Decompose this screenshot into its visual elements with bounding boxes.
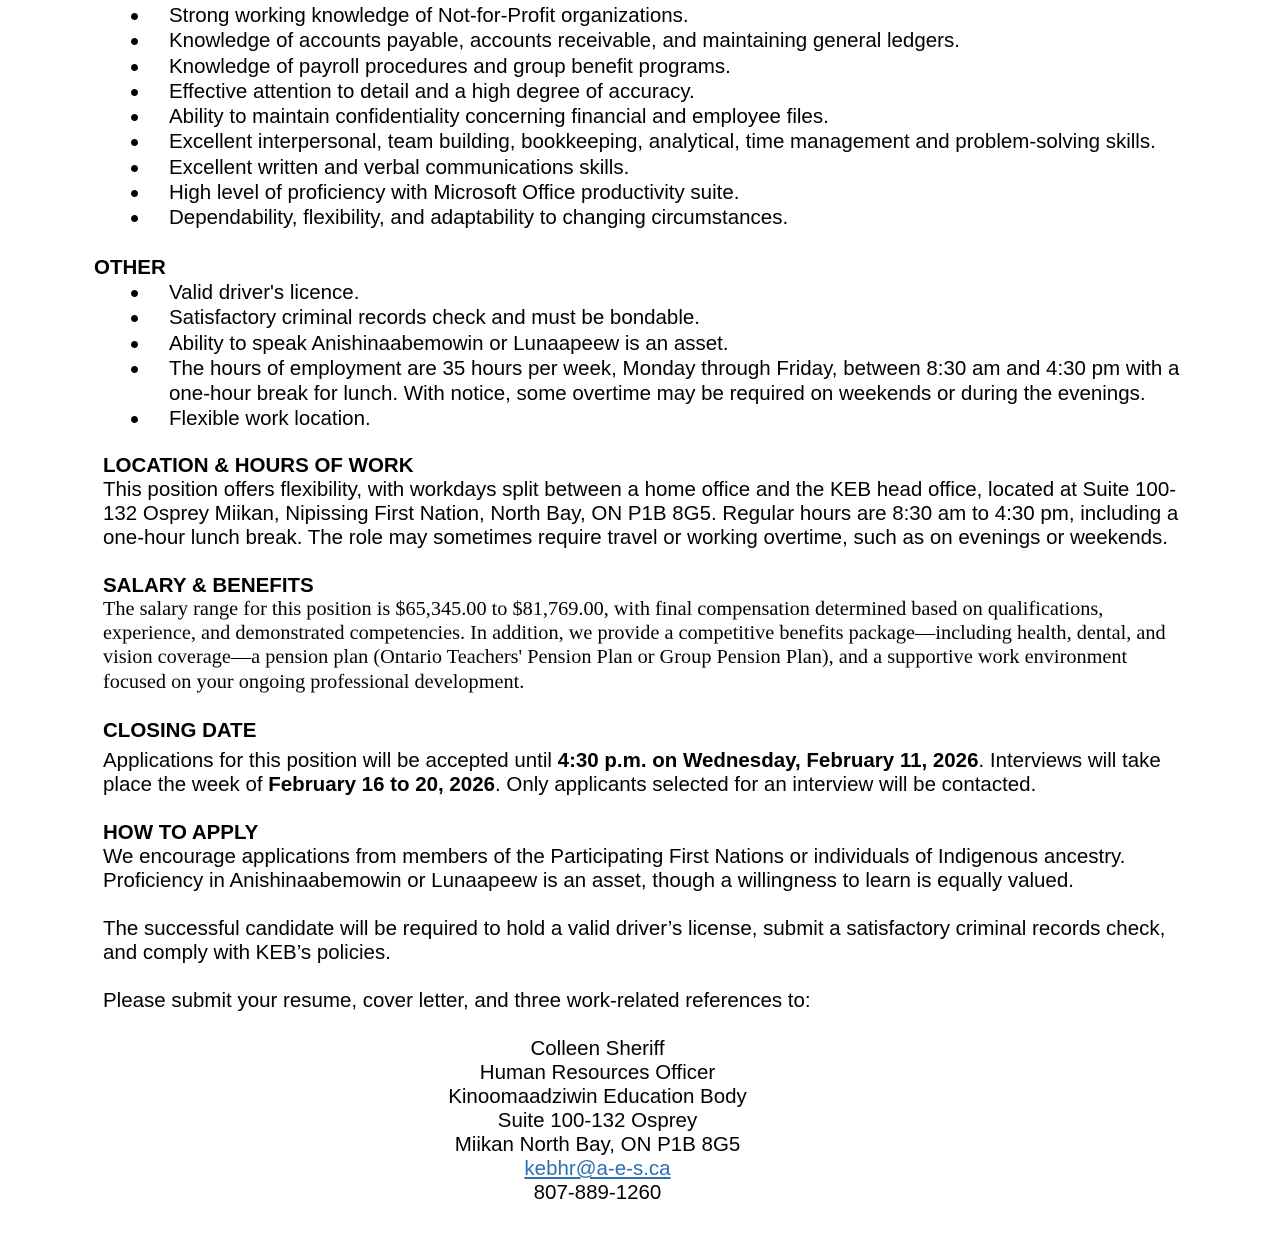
list-item: Ability to maintain confidentiality concerning financial and employee files. xyxy=(0,104,1156,129)
closing-heading: CLOSING DATE xyxy=(103,719,257,742)
contact-block xyxy=(0,1037,1195,1205)
bullet-icon xyxy=(131,89,138,96)
bullet-icon xyxy=(131,114,138,121)
bullet-icon xyxy=(131,13,138,20)
list-item: Excellent interpersonal, team building, bookkeeping, analytical, time management and problem-solving skills. xyxy=(0,129,1156,154)
contact-name: Colleen Sheriff xyxy=(530,1037,665,1060)
list-item: The hours of employment are 35 hours per week, Monday through Friday, between 8:30 am and 4:30 pm with a one-hour break for lunch. With notice, some overtime may be required on weekends or during the evenings. xyxy=(0,356,1179,407)
other-heading: OTHER xyxy=(94,256,166,279)
bullet-icon xyxy=(131,139,138,146)
contact-phone: 807-889-1260 xyxy=(533,1181,662,1204)
list-item: Knowledge of payroll procedures and group benefit programs. xyxy=(0,54,1156,79)
bullet-icon xyxy=(131,341,138,348)
apply-paragraph-1: We encourage applications from members of the Participating First Nations or individuals of Indigenous ancestry. Proficiency in Anishinaabemowin or Lunaapeew is an asset, though a willingness to learn is equally valued. xyxy=(103,845,1126,892)
list-item: High level of proficiency with Microsoft Office productivity suite. xyxy=(0,180,1156,205)
apply-paragraph-3: Please submit your resume, cover letter, and three work-related references to: xyxy=(103,989,811,1012)
list-item: Ability to speak Anishinaabemowin or Lunaapeew is an asset. xyxy=(0,331,1179,356)
other-list xyxy=(0,280,1179,432)
contact-title: Human Resources Officer xyxy=(479,1061,716,1084)
apply-paragraph-2: The successful candidate will be required to hold a valid driver’s license, submit a satisfactory criminal records check, and comply with KEB’s policies. xyxy=(103,917,1166,964)
list-item: Satisfactory criminal records check and must be bondable. xyxy=(0,305,1179,330)
contact-organization: Kinoomaadziwin Education Body xyxy=(448,1085,747,1108)
apply-heading: HOW TO APPLY xyxy=(103,821,259,844)
interview-dates: February 16 to 20, 2026 xyxy=(268,773,496,796)
list-item: Effective attention to detail and a high degree of accuracy. xyxy=(0,79,1156,104)
bullet-icon xyxy=(131,315,138,322)
list-item: Excellent written and verbal communications skills. xyxy=(0,155,1156,180)
list-item: Dependability, flexibility, and adaptability to changing circumstances. xyxy=(0,205,1156,230)
salary-paragraph: The salary range for this position is $65,345.00 to $81,769.00, with final compensation determined based on qualifications, experience, and demonstrated competencies. In addition, we provide a competitive benefits package—including health, dental, and vision coverage—a pension plan (Ontario Teachers' Pension Plan or Group Pension Plan), and a supportive work environment focused on your ongoing professional development. xyxy=(103,598,1166,693)
bullet-icon xyxy=(131,366,138,373)
list-item: Valid driver's licence. xyxy=(0,280,1179,305)
location-heading: LOCATION & HOURS OF WORK xyxy=(103,454,414,477)
contact-address-line-1: Suite 100-132 Osprey xyxy=(497,1109,698,1132)
contact-email-link[interactable]: kebhr@a-e-s.ca xyxy=(524,1157,671,1180)
list-item: Knowledge of accounts payable, accounts receivable, and maintaining general ledgers. xyxy=(0,28,1156,53)
skills-list xyxy=(0,3,1156,231)
bullet-icon xyxy=(131,38,138,45)
closing-date-time: 4:30 p.m. on Wednesday, February 11, 2026 xyxy=(557,749,979,772)
closing-paragraph: Applications for this position will be accepted until 4:30 p.m. on Wednesday, February 11, 2026. Interviews will take place the week of February 16 to 20, 2026. Only applicants selected for an interview will be contacted. xyxy=(103,749,1161,796)
bullet-icon xyxy=(131,416,138,423)
contact-address-line-2: Miikan North Bay, ON P1B 8G5 xyxy=(454,1133,741,1156)
list-item: Flexible work location. xyxy=(0,406,1179,431)
location-paragraph: This position offers flexibility, with workdays split between a home office and the KEB head office, located at Suite 100- 132 Osprey Miikan, Nipissing First Nation, North Bay, ON P1B 8G5. Regular hours are 8:30 am to 4:30 pm, including a one-hour lunch break. The role may sometimes require travel or working overtime, such as on evenings or weekends. xyxy=(103,478,1179,549)
bullet-icon xyxy=(131,215,138,222)
bullet-icon xyxy=(131,165,138,172)
bullet-icon xyxy=(131,190,138,197)
list-item: Strong working knowledge of Not-for-Profit organizations. xyxy=(0,3,1156,28)
bullet-icon xyxy=(131,64,138,71)
salary-heading: SALARY & BENEFITS xyxy=(103,574,314,597)
bullet-icon xyxy=(131,290,138,297)
